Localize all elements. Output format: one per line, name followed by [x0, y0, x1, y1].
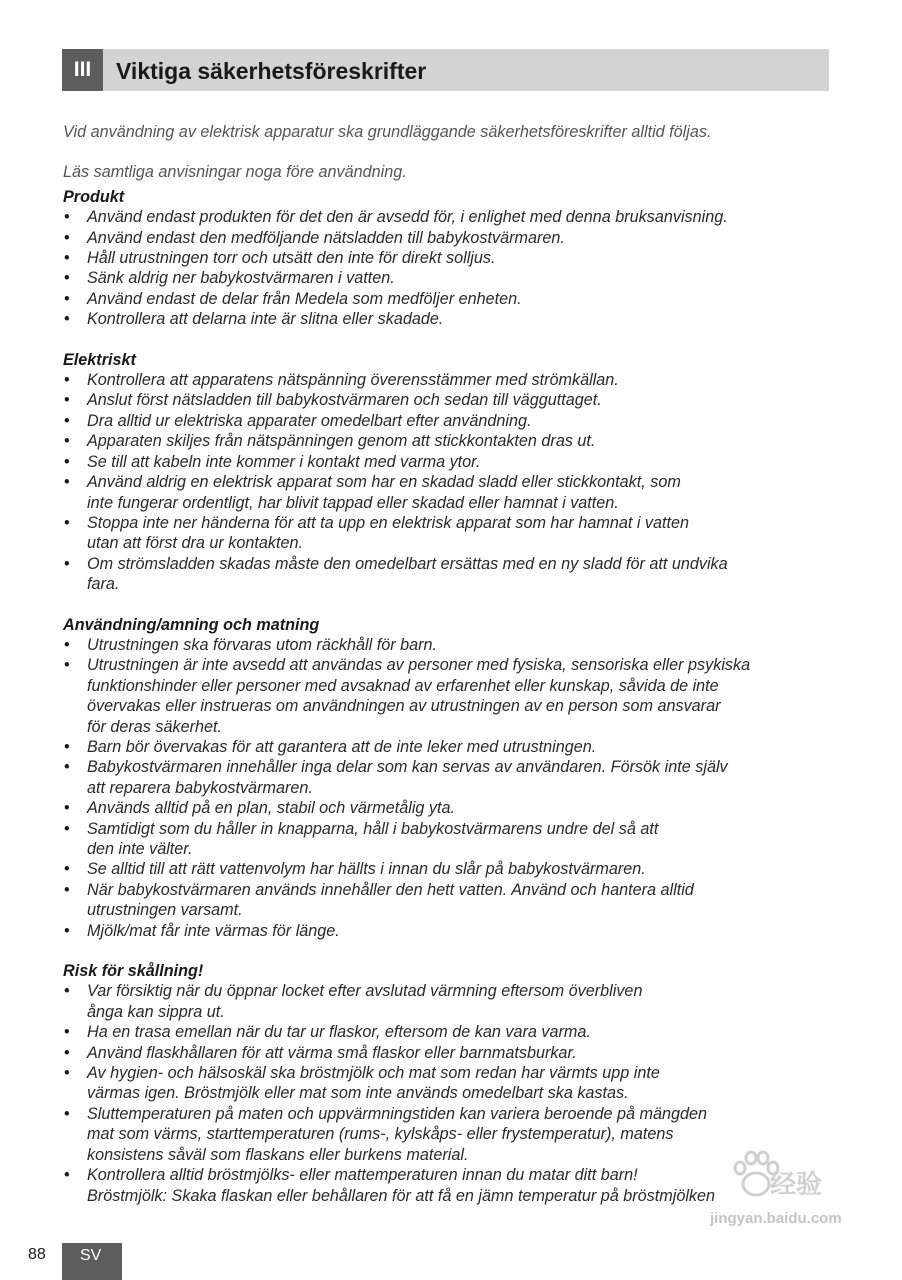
section	[63, 187, 833, 330]
list-item-line: • Var försiktig när du öppnar locket efter avslutad värmning eftersom överbliven	[87, 982, 643, 1001]
list-item	[63, 1022, 833, 1042]
list-item	[63, 1043, 833, 1063]
list-item-line: • Används alltid på en plan, stabil och värmetålig yta.	[87, 799, 456, 818]
list-item-line: för deras säkerhet.	[87, 717, 222, 736]
list-item-line: att reparera babykostvärmaren.	[87, 778, 313, 797]
section-title: Produkt	[63, 187, 125, 206]
sections-container	[63, 187, 833, 1206]
list-item-line: • Ha en trasa emellan när du tar ur flaskor, eftersom de kan vara varma.	[87, 1023, 591, 1042]
section	[63, 615, 833, 942]
list-item	[63, 207, 833, 227]
list-item	[63, 411, 833, 431]
list-item-line: mat som värms, starttemperaturen (rums-, kylskåps- eller frystemperatur), matens	[87, 1125, 674, 1144]
list-item	[63, 370, 833, 390]
list-item	[63, 472, 833, 513]
list-item-line: • Mjölk/mat får inte värmas för länge.	[87, 921, 340, 940]
list-item	[63, 390, 833, 410]
list-item	[63, 431, 833, 451]
bullet-list	[63, 981, 833, 1205]
list-item-line: • Anslut först nätsladden till babykostvärmaren och sedan till vägguttaget.	[87, 391, 602, 410]
list-item-line: • Kontrollera att delarna inte är slitna eller skadade.	[87, 310, 444, 329]
list-item-line: • Samtidigt som du håller in knapparna, håll i babykostvärmarens undre del så att	[87, 819, 659, 838]
list-item-line: • Se till att kabeln inte kommer i kontakt med varma ytor.	[87, 452, 481, 471]
watermark-brand: 经验	[770, 1169, 823, 1199]
list-item-line: • Babykostvärmaren innehåller inga delar som kan servas av användaren. Försök inte själv	[87, 758, 728, 777]
list-item	[63, 880, 833, 921]
list-item-line: • Använd endast produkten för det den är avsedd för, i enlighet med denna bruksanvisning.	[87, 208, 728, 227]
list-item	[63, 798, 833, 818]
section-title: Risk för skållning!	[63, 962, 204, 981]
list-item	[63, 309, 833, 329]
list-item	[63, 1104, 833, 1165]
list-item	[63, 513, 833, 554]
list-item-line: • Dra alltid ur elektriska apparater omedelbart efter användning.	[87, 411, 532, 430]
list-item	[63, 921, 833, 941]
list-item-line: • Använd endast de delar från Medela som medföljer enheten.	[87, 289, 522, 308]
list-item-line: • Utrustningen ska förvaras utom räckhåll för barn.	[87, 635, 437, 654]
list-item	[63, 452, 833, 472]
list-item-line: • Stoppa inte ner händerna för att ta upp en elektrisk apparat som har hamnat i vatten	[87, 513, 690, 532]
list-item-line: • Se alltid till att rätt vattenvolym har hällts i innan du slår på babykostvärmaren.	[87, 860, 646, 879]
list-item-line: övervakas eller instrueras om användningen av utrustningen av en person som ansvarar	[87, 697, 721, 716]
language-tab: SV	[62, 1243, 122, 1280]
list-item	[63, 859, 833, 879]
list-item	[63, 248, 833, 268]
list-item	[63, 635, 833, 655]
list-item	[63, 819, 833, 860]
section-number: III	[62, 49, 103, 91]
page-number: 88	[28, 1246, 46, 1263]
bullet-list	[63, 207, 833, 329]
list-item-line: • Sluttemperaturen på maten och uppvärmningstiden kan variera beroende på mängden	[87, 1104, 708, 1123]
watermark	[710, 1146, 856, 1238]
watermark-url: jingyan.baidu.com	[710, 1210, 842, 1227]
list-item-line: den inte välter.	[87, 840, 193, 858]
list-item-line: • Kontrollera alltid bröstmjölks- eller mattemperaturen innan du matar ditt barn!	[87, 1166, 638, 1185]
section-title: Elektriskt	[63, 350, 136, 369]
intro-paragraph: Vid användning av elektrisk apparatur ska grundläggande säkerhetsföreskrifter alltid följas.	[63, 123, 712, 141]
list-item-line: • Använd aldrig en elektrisk apparat som har en skadad sladd eller stickkontakt, som	[87, 473, 681, 492]
list-item	[63, 1063, 833, 1104]
list-item-line: • Utrustningen är inte avsedd att användas av personer med fysiska, sensoriska eller psykiska	[87, 656, 751, 675]
list-item-line: • Barn bör övervakas för att garantera att de inte leker med utrustningen.	[87, 737, 597, 756]
intro-paragraph: Läs samtliga anvisningar noga före användning.	[63, 163, 407, 182]
bullet-list	[63, 370, 833, 594]
list-item-line: konsistens såväl som flaskans eller burkens material.	[87, 1145, 469, 1164]
list-item-line: utrustningen varsamt.	[87, 901, 243, 920]
list-item-line: • Använd endast den medföljande nätsladden till babykostvärmaren.	[87, 228, 565, 247]
list-item-line: utan att först dra ur kontakten.	[87, 534, 303, 553]
list-item-line: fara.	[87, 575, 120, 594]
section-title: Användning/amning och matning	[63, 615, 320, 634]
bullet-list	[63, 635, 833, 941]
list-item-line: • Sänk aldrig ner babykostvärmaren i vatten.	[87, 269, 395, 288]
list-item-line: • Om strömsladden skadas måste den omedelbart ersättas med en ny sladd för att undvika	[87, 554, 728, 573]
section-header	[62, 49, 829, 91]
list-item-line: • Håll utrustningen torr och utsätt den inte för direkt solljus.	[87, 249, 496, 268]
list-item-line: inte fungerar ordentligt, har blivit tappad eller skadad eller hamnat i vatten.	[87, 493, 619, 512]
section	[63, 961, 833, 1206]
list-item	[63, 228, 833, 248]
list-item-line: • Av hygien- och hälsoskäl ska bröstmjölk och mat som redan har värmts upp inte	[87, 1064, 660, 1083]
list-item	[63, 737, 833, 757]
list-item	[63, 655, 833, 737]
list-item-line: värmas igen. Bröstmjölk eller mat som inte används omedelbart ska kastas.	[87, 1084, 629, 1103]
section	[63, 350, 833, 595]
list-item	[63, 554, 833, 595]
list-item-line: • Kontrollera att apparatens nätspänning överensstämmer med strömkällan.	[87, 371, 619, 390]
list-item-line: • Apparaten skiljes från nätspänningen genom att stickkontakten dras ut.	[87, 432, 596, 451]
list-item	[63, 757, 833, 798]
list-item-line: • Använd flaskhållaren för att värma små flaskor eller barnmatsburkar.	[87, 1043, 577, 1062]
list-item-line: funktionshinder eller personer med avsaknad av erfarenhet eller kunskap, såvida de inte	[87, 676, 719, 695]
list-item	[63, 1165, 833, 1206]
document-body	[63, 122, 833, 1206]
list-item	[63, 289, 833, 309]
list-item-line: ånga kan sippra ut.	[87, 1002, 225, 1021]
list-item-line: Bröstmjölk: Skaka flaskan eller behållaren för att få en jämn temperatur på bröstmjölken	[87, 1186, 716, 1205]
list-item	[63, 981, 833, 1022]
page-title: Viktiga säkerhetsföreskrifter	[116, 58, 427, 84]
list-item	[63, 268, 833, 288]
list-item-line: • När babykostvärmaren används innehåller den hett vatten. Använd och hantera alltid	[87, 880, 694, 899]
